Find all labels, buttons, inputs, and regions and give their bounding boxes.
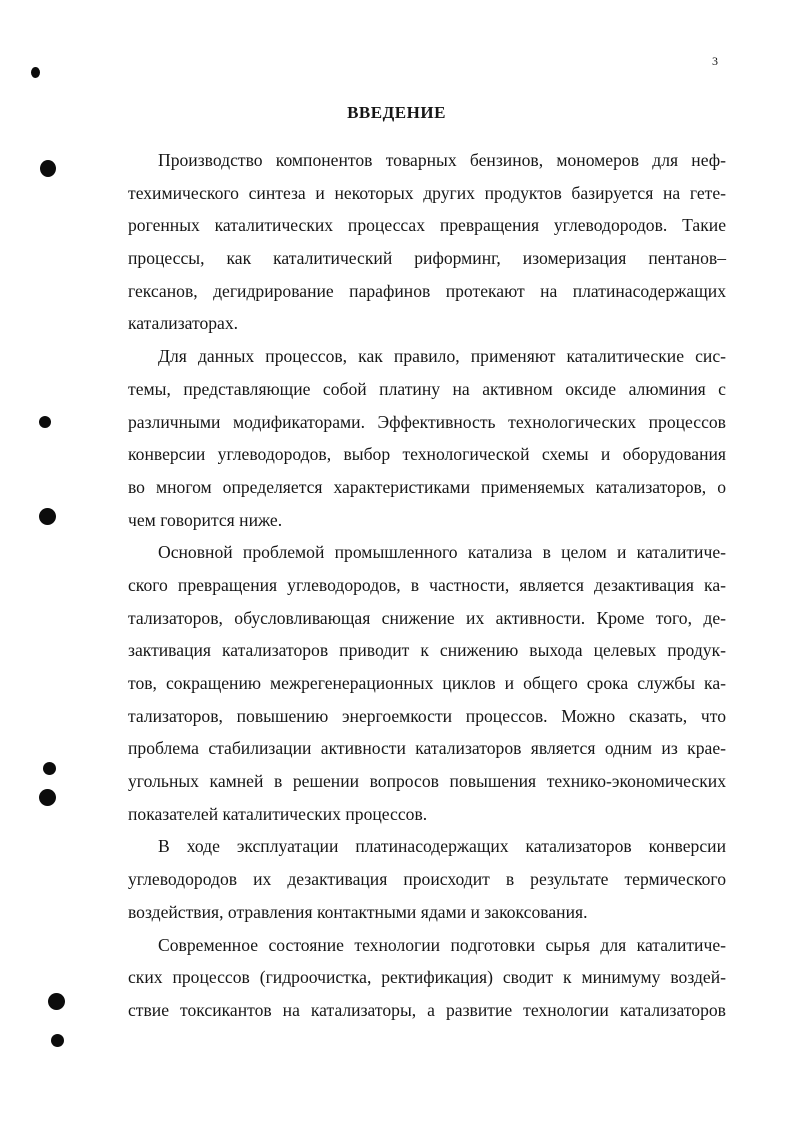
text-line: различными модификаторами. Эффективность технологических процессов (128, 411, 726, 432)
text-line: темы, представляющие собой платину на активном оксиде алюминия с (128, 378, 726, 399)
text-line: ских процессов (гидроочистка, ректификация) сводит к минимуму воздей- (128, 967, 726, 988)
text-line: ского превращения углеводородов, в частности, является дезактивация ка- (128, 574, 726, 595)
paragraph (128, 536, 726, 830)
text-line: чем говорится ниже. (128, 509, 283, 530)
page-title: ВВЕДЕНИЕ (347, 103, 446, 122)
binding-hole-mark (40, 160, 56, 177)
paragraph (128, 929, 726, 1027)
binding-hole-mark (39, 508, 56, 525)
text-line: проблема стабилизации активности катализаторов является одним из крае- (128, 738, 726, 759)
text-line: катализаторах. (128, 313, 239, 334)
binding-hole-mark (48, 993, 65, 1010)
binding-hole-mark (51, 1034, 64, 1047)
text-line: показателей каталитических процессов. (128, 803, 428, 824)
text-line: тов, сокращению межрегенерационных циклов и общего срока службы ка- (128, 673, 726, 693)
body-text (128, 144, 726, 1027)
text-line: техимического синтеза и некоторых других продуктов базируется на гете- (128, 182, 726, 203)
text-line: Основной проблемой промышленного катализа в целом и каталитиче- (158, 542, 726, 563)
text-line: гексанов, дегидрирование парафинов протекают на платинасодержащих (128, 280, 726, 301)
text-line: во многом определяется характеристиками применяемых катализаторов, о (128, 476, 726, 497)
paragraph (128, 144, 726, 340)
binding-hole-mark (39, 789, 56, 806)
text-line: тализаторов, обусловливающая снижение их активности. Кроме того, де- (128, 607, 726, 628)
text-line: зактивация катализаторов приводит к снижению выхода целевых продук- (128, 640, 726, 661)
text-line: процессы, как каталитический риформинг, изомеризация пентанов– (128, 248, 726, 269)
page-number: 3 (712, 54, 718, 68)
text-line: угольных камней в решении вопросов повышения технико-экономических (128, 771, 726, 792)
paragraph (128, 340, 726, 536)
text-line: В ходе эксплуатации платинасодержащих катализаторов конверсии (158, 836, 726, 857)
text-line: тализаторов, повышению энергоемкости процессов. Можно сказать, что (128, 705, 726, 726)
text-line: Производство компонентов товарных бензинов, мономеров для неф- (158, 150, 726, 170)
binding-hole-mark (39, 416, 51, 428)
text-line: углеводородов их дезактивация происходит в результате термического (128, 869, 726, 890)
binding-hole-mark (43, 762, 56, 775)
text-line: конверсии углеводородов, выбор технологической схемы и оборудования (128, 444, 726, 465)
text-line: рогенных каталитических процессах превращения углеводородов. Такие (128, 215, 726, 236)
binding-hole-mark (31, 67, 40, 78)
text-line: Для данных процессов, как правило, применяют каталитические сис- (158, 346, 726, 367)
text-line: воздействия, отравления контактными ядами и закоксования. (128, 901, 588, 922)
text-line: ствие токсикантов на катализаторы, а развитие технологии катализаторов (128, 999, 726, 1020)
paragraph (128, 830, 726, 928)
text-line: Современное состояние технологии подготовки сырья для каталитиче- (158, 934, 726, 955)
